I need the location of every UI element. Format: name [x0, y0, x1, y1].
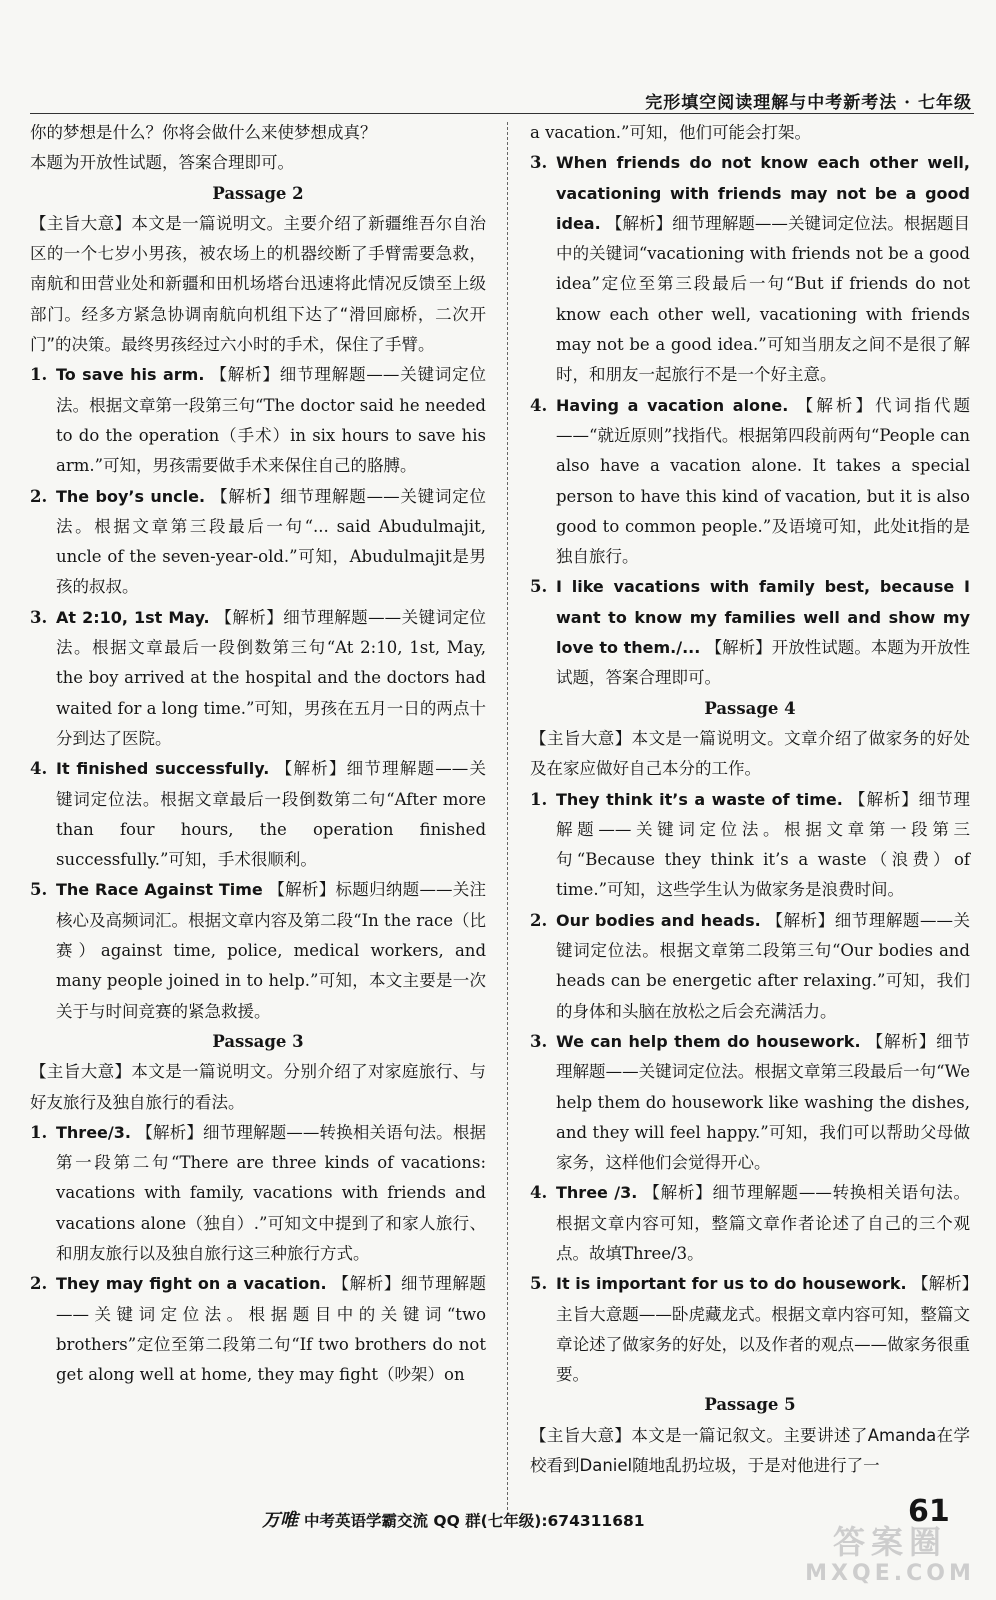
answer-text: When friends do not know each other well, vacationing with friends may not be a good idea.: [556, 153, 970, 233]
passage-3-title: Passage 3: [212, 1031, 304, 1051]
page-number: 61: [908, 1494, 950, 1529]
answer-text: They think it’s a waste of time.: [556, 789, 843, 809]
answer-text: We can help them do housework.: [556, 1031, 861, 1051]
answer-text: They may fight on a vacation.: [56, 1274, 327, 1294]
watermark: [800, 1522, 980, 1586]
item-number: 2.: [530, 910, 548, 930]
answer-text: Three /3.: [556, 1183, 638, 1203]
explanation-text: 【解析】细节理解题——关键词定位法。根据文章最后一段倒数第二句“After more than four hours, the operation finished successfully.”可知，手术很顺利。: [56, 759, 487, 870]
answer-item: [30, 754, 486, 875]
column-divider: [507, 122, 508, 1510]
passage-4-title: Passage 4: [704, 698, 796, 718]
passage-2-title: Passage 2: [212, 183, 304, 203]
item-number: 4.: [530, 1183, 548, 1203]
intro-line-1: 你的梦想是什么？你将会做什么来使梦想成真？: [30, 123, 377, 142]
item-number: 1.: [30, 365, 48, 385]
brand-logo: 万唯: [262, 1510, 298, 1531]
answer-text: I like vacations with family best, because I want to know my families well and show my love to them./...: [556, 577, 970, 658]
watermark-line-1: 答案圈: [832, 1523, 947, 1561]
item-number: 4.: [530, 395, 548, 415]
answer-text: It finished successfully.: [56, 759, 270, 779]
item-number: 2.: [30, 486, 48, 506]
explanation-text: 【解析】细节理解题——关键词定位法。根据文章第一段第三句“The doctor said he needed to do the operation（手术）in six hours to save his arm.”可知，男孩需要做手术来保住自己的胳膊。: [56, 365, 487, 476]
item-number: 3.: [530, 153, 548, 173]
passage-3-gist: 【主旨大意】本文是一篇说明文。分别介绍了对家庭旅行、与好友旅行及独自旅行的看法。: [30, 1062, 486, 1112]
running-header: 完形填空阅读理解与中考新考法 · 七年级: [645, 93, 972, 113]
answer-item: [30, 360, 486, 481]
answer-text: The boy’s uncle.: [56, 486, 206, 506]
item-number: 3.: [530, 1031, 548, 1051]
explanation-text: 【解析】主旨大意题——卧虎藏龙式。根据文章内容可知，整篇文章论述了做家务的好处，以及作者的观点——做家务很重要。: [556, 1274, 971, 1385]
continued-text: a vacation.”可知，他们可能会打架。: [530, 123, 811, 142]
answer-item: [530, 572, 970, 693]
explanation-text: 【解析】细节理解题——关键词定位法。根据文章第一段第三句“Because they think it’s a waste（浪费）of time.”可知，这些学生认为做家务是浪费时间。: [556, 789, 971, 900]
answer-text: At 2:10, 1st May.: [56, 607, 210, 627]
explanation-text: 【解析】细节理解题——关键词定位法。根据题目中的关键词“two brothers”定位至第二段第二句“If two brothers do not get along well at home, they may fight（吵架）on: [56, 1274, 486, 1385]
answer-item: [530, 906, 970, 1027]
item-number: 5.: [530, 577, 548, 597]
item-number: 5.: [30, 880, 48, 900]
answer-item: [530, 785, 970, 906]
answer-text: Our bodies and heads.: [556, 910, 761, 930]
explanation-text: 【解析】细节理解题——转换相关语句法。根据文章内容可知，整篇文章作者论述了自己的三个观点。故填Three/3。: [556, 1183, 971, 1263]
watermark-line-2: MXQE.COM: [805, 1561, 975, 1586]
passage-4-gist: 【主旨大意】本文是一篇说明文。文章介绍了做家务的好处及在家应做好自己本分的工作。: [530, 728, 970, 779]
item-number: 1.: [530, 789, 548, 809]
footer-text: 中考英语学霸交流 QQ 群(七年级):674311681: [304, 1512, 645, 1530]
explanation-text: 【解析】细节理解题——关键词定位法。根据文章第二段第三句“Our bodies and heads can be energetic after relaxing.”可知，我们的身体和头脑在放松之后会充满活力。: [556, 910, 970, 1021]
answer-text: It is important for us to do housework.: [556, 1274, 907, 1294]
answer-item: [30, 875, 486, 1026]
answer-item: [530, 1027, 970, 1178]
explanation-text: 【解析】标题归纳题——关注核心及高频词汇。根据文章内容及第二段“In the race（比赛）against time, police, medical workers, and many people joined in to help.”可知，本文主要是一次关于与时间竞赛的紧急救援。: [56, 880, 487, 1021]
passage-5-gist: 【主旨大意】本文是一篇记叙文。主要讲述了Amanda在学校看到Daniel随地乱扔垃圾，于是对他进行了一: [530, 1425, 970, 1476]
explanation-text: 【解析】开放性试题。本题为开放性试题，答案合理即可。: [556, 638, 970, 688]
answer-item: [530, 1178, 970, 1269]
answer-item: [530, 391, 970, 573]
passage-5-title: Passage 5: [704, 1395, 796, 1415]
answer-item: [30, 603, 486, 754]
explanation-text: 【解析】细节理解题——转换相关语句法。根据第一段第二句“There are three kinds of vacations: vacations with family, vacations with friends and vacations alone（独自）.”可知文中提到了和家人旅行、和朋友旅行以及独自旅行这三种旅行方式。: [56, 1122, 487, 1263]
intro-line-2: 本题为开放性试题，答案合理即可。: [30, 153, 294, 173]
passage-2-gist: 【主旨大意】本文是一篇说明文。主要介绍了新疆维吾尔自治区的一个七岁小男孩，被农场上的机器绞断了手臂需要急救，南航和田营业处和新疆和田机场塔台迅速将此情况反馈至上级部门。经多方紧急协调南航向机组下达了“滑回廊桥，二次开门”的决策。最终男孩经过六小时的手术，保住了手臂。: [30, 213, 486, 355]
answer-text: To save his arm.: [56, 365, 205, 385]
item-number: 2.: [30, 1274, 48, 1294]
explanation-text: 【解析】细节理解题——关键词定位法。根据文章第三段最后一句“... said Abudulmajit, uncle of the seven-year-old.”可知，Abudulmajit是男孩的叔叔。: [56, 486, 487, 597]
left-column: [30, 118, 486, 1390]
explanation-text: 【解析】细节理解题——关键词定位法。根据文章第三段最后一句“We help them do housework like washing the dishes, and they will feel happy.”可知，我们可以帮助父母做家务，这样他们会觉得开心。: [556, 1031, 971, 1173]
answer-text: The Race Against Time: [56, 880, 263, 900]
right-column: [530, 118, 970, 1481]
explanation-text: 【解析】细节理解题——关键词定位法。根据题目中的关键词“vacationing with friends not be a good idea”定位至第三段最后一句“But if friends do not know each other well, vacationing with friends may not be a good idea.”可知当朋友之间不是很了解时，和朋友一起旅行不是一个好主意。: [556, 213, 970, 385]
item-number: 1.: [30, 1122, 48, 1142]
answer-text: Having a vacation alone.: [556, 395, 789, 415]
answer-text: Three/3.: [56, 1122, 131, 1142]
answer-item: [530, 1269, 970, 1390]
item-number: 3.: [30, 607, 48, 627]
explanation-text: 【解析】代词指代题——“就近原则”找指代。根据第四段前两句“People can also have a vacation alone. It takes a special person to have this kind of vacation, but it is also good to common people.”及语境可知，此处it指的是独自旅行。: [556, 395, 970, 567]
answer-item: [530, 148, 970, 390]
footer: [262, 1506, 645, 1532]
item-number: 5.: [530, 1274, 548, 1294]
answer-item: [30, 482, 486, 603]
explanation-text: 【解析】细节理解题——关键词定位法。根据文章最后一段倒数第三句“At 2:10, 1st, May, the boy arrived at the hospital and the doctors had waited for a long time.”可知，男孩在五月一日的两点十分到达了医院。: [56, 607, 487, 748]
answer-item: [30, 1118, 486, 1269]
item-number: 4.: [30, 759, 48, 779]
header-rule: [30, 113, 974, 114]
answer-item: [30, 1269, 486, 1390]
